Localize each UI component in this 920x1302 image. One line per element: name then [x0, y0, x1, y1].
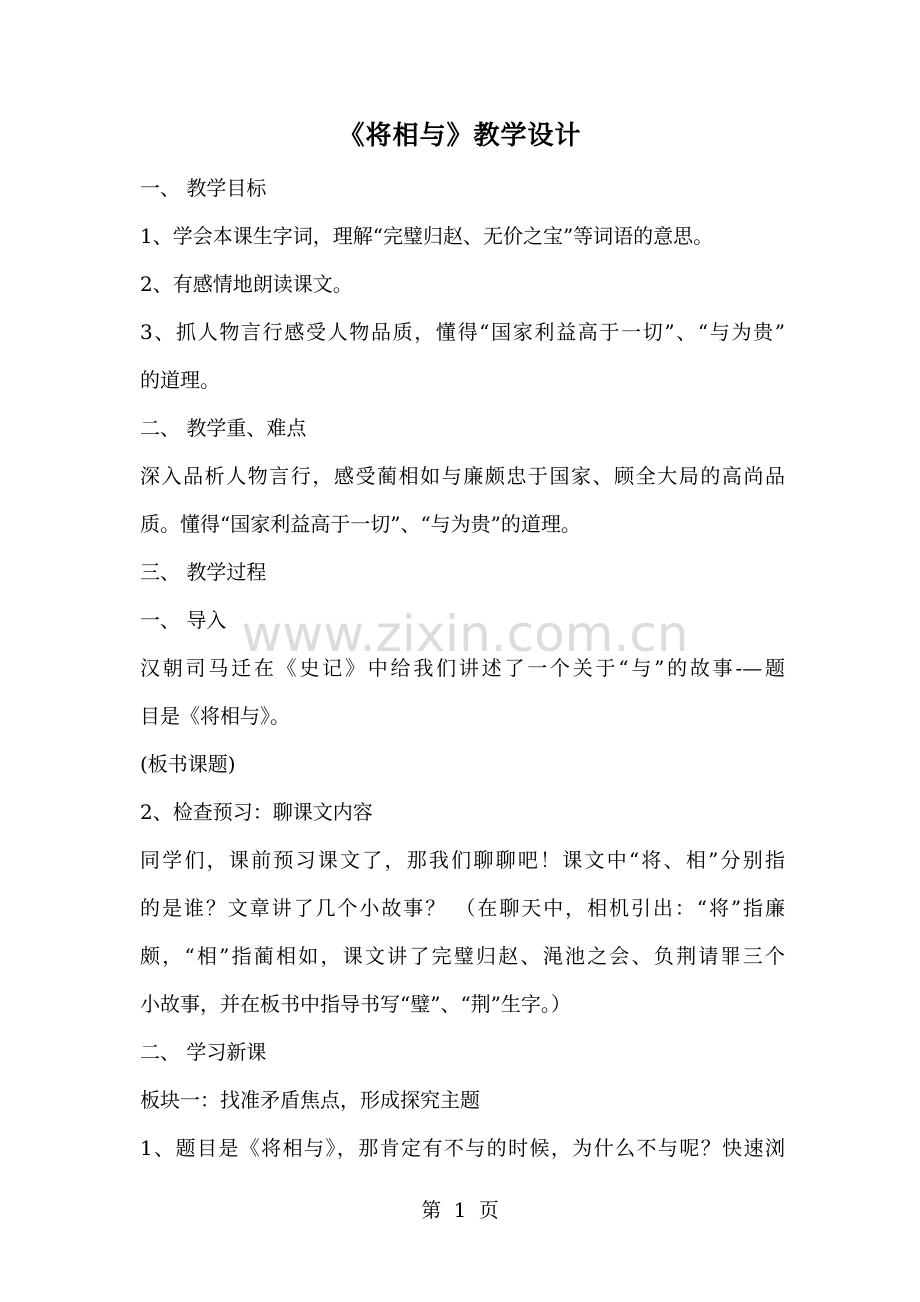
key-points-paragraph-cont: 质。懂得“国家利益高于一切”、“与为贵”的道理。 [140, 512, 581, 536]
introduction-paragraph: 汉朝司马迁在《史记》中给我们讲述了一个关于“与”的故事-—题 [140, 656, 785, 680]
heading-new-lesson: 二、 学习新课 [140, 1040, 267, 1064]
introduction-paragraph-cont: 目是《将相与》。 [140, 704, 290, 728]
page-footer: 第 1 页 [421, 1198, 499, 1222]
preview-paragraph: 同学们，课前预习课文了，那我们聊聊吧！课文中“将、相”分别指 [140, 848, 785, 872]
document-title: 《将相与》教学设计 [338, 121, 582, 151]
section-one-heading: 板块一：找准矛盾焦点，形成探究主题 [140, 1088, 480, 1112]
preview-paragraph-line-4: 小故事，并在板书中指导书写“璧”、“荆”生字。） [140, 992, 571, 1016]
board-title-note: (板书课题) [140, 752, 236, 776]
key-points-paragraph: 深入品析人物言行，感受蔺相如与廉颇忠于国家、顾全大局的高尚品 [140, 464, 785, 488]
goal-item-2: 2、有感情地朗读课文。 [140, 272, 353, 296]
heading-key-points: 二、 教学重、难点 [140, 416, 307, 440]
section-one-item-1: 1、题目是《将相与》，那肯定有不与的时候，为什么不与呢？快速浏 [140, 1136, 785, 1160]
goal-item-3: 3、抓人物言行感受人物品质，懂得“国家利益高于一切”、“与为贵” [140, 320, 785, 344]
heading-teaching-process: 三、 教学过程 [140, 560, 267, 584]
heading-introduction: 一、 导入 [140, 608, 227, 632]
preview-paragraph-line-3: 颇，“相”指蔺相如，课文讲了完璧归赵、渑池之会、负荆请罪三个 [140, 944, 785, 968]
preview-paragraph-line-2: 的是谁？文章讲了几个小故事？ （在聊天中，相机引出：“将”指廉 [140, 896, 785, 920]
watermark: www.zixin.com.cn [241, 605, 689, 663]
goal-item-3-cont: 的道理。 [140, 368, 220, 392]
heading-preview-check: 2、检查预习：聊课文内容 [140, 800, 373, 824]
heading-teaching-goals: 一、 教学目标 [140, 176, 267, 200]
goal-item-1: 1、学会本课生字词，理解“完璧归赵、无价之宝”等词语的意思。 [140, 224, 714, 248]
